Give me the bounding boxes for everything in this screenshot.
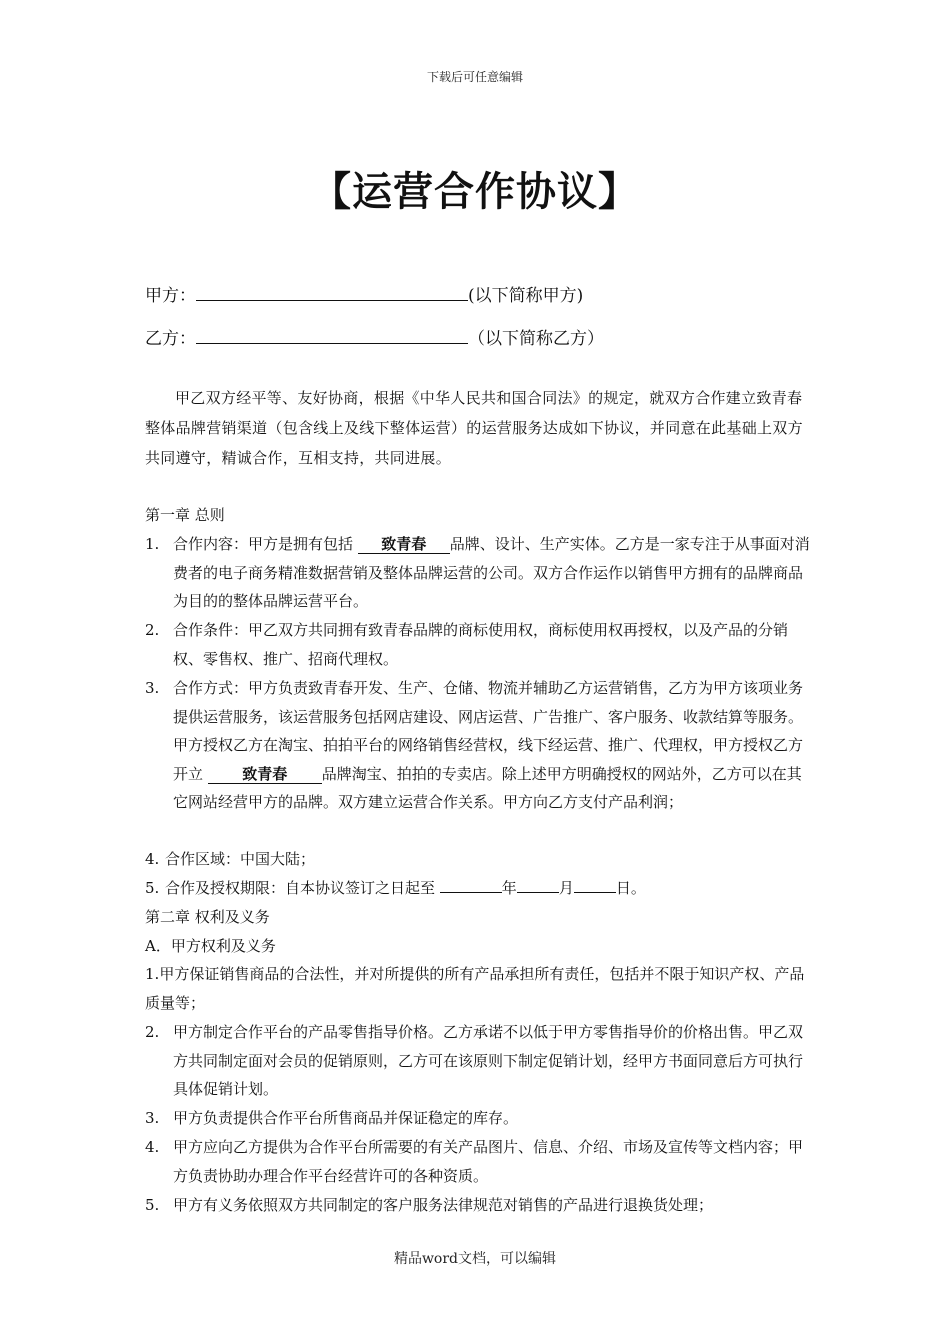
party-a-line <box>145 281 583 306</box>
day-label: 日。 <box>615 879 646 897</box>
document-title: 【运营合作协议】 <box>311 168 639 215</box>
item-text: 甲方有义务依照双方共同制定的客户服务法律规范对销售的产品进行退换货处理； <box>173 1196 714 1214</box>
chapter2-item-1 <box>145 960 810 1017</box>
chapter1-item-3 <box>145 674 810 817</box>
chapter1-item-1 <box>145 530 810 616</box>
intro-paragraph: 甲乙双方经平等、友好协商，根据《中华人民共和国合同法》的规定，就双方合作建立致青春整体品牌营销渠道（包含线上及线下整体运营）的运营服务达成如下协议，并同意在此基础上双方共同遵守，精诚合作，互相支持，共同进展。 <box>145 389 803 467</box>
item-number: 2. <box>145 1023 160 1041</box>
month-blank <box>517 876 559 893</box>
party-a-label: 甲方： <box>145 286 196 306</box>
month-label: 月 <box>558 879 574 897</box>
day-blank <box>574 876 616 893</box>
year-blank <box>440 876 502 893</box>
party-a-suffix: (以下简称甲方) <box>468 286 584 306</box>
item-number: 1. <box>145 535 160 553</box>
item-text: 品牌淘宝、拍拍的专卖店。除上述甲方明确授权的网站外，乙方可以在其它网站经营甲方的品牌。双方建立运营合作关系。甲方向乙方支付产品利润； <box>173 764 802 811</box>
item-number: 3. <box>145 1109 160 1127</box>
item-number: 1. <box>145 965 160 983</box>
party-b-blank <box>196 327 468 344</box>
chapter1-heading: 第一章 总则 <box>145 506 225 524</box>
chapter2-item-3 <box>145 1104 810 1133</box>
item-text: 合作及授权期限：自本协议签订之日起至 <box>165 879 436 897</box>
item-text: 合作内容：甲方是拥有包括 <box>173 535 354 553</box>
chapter2-heading: 第二章 权利及义务 <box>145 908 270 926</box>
page-footer: 精品word文档，可以编辑 <box>393 1251 557 1267</box>
item-text: 合作方式：甲方负责致青春开发、生产、仓储、物流并辅助乙方运营销售，乙方为甲方该项业务提供运营服务，该运营服务包括网店建设、网店运营、广告推广、客户服务、收款结算等服务。甲方授权乙方在淘宝、拍拍平台的网络销售经营权，线下经运营、推广、代理权，甲方授权乙方开立 <box>173 679 804 783</box>
item-text: 甲方应向乙方提供为合作平台所需要的有关产品图片、信息、介绍、市场及宣传等文档内容；甲方负责协助办理合作平台经营许可的各种资质。 <box>173 1138 804 1185</box>
item-number: 4. <box>145 1138 160 1156</box>
item-number: 4. <box>145 850 160 868</box>
year-label: 年 <box>501 879 517 897</box>
chapter1-item-5 <box>145 874 810 903</box>
party-a-blank <box>196 284 468 301</box>
party-b-suffix: （以下简称乙方） <box>468 329 604 349</box>
item-number: 2. <box>145 621 160 639</box>
party-b-label: 乙方： <box>145 329 196 349</box>
chapter2-item-5 <box>145 1191 810 1220</box>
item-text: 合作条件：甲乙双方共同拥有致青春品牌的商标使用权，商标使用权再授权，以及产品的分销权、零售权、推广、招商代理权。 <box>173 621 789 668</box>
page-header: 下载后可任意编辑 <box>426 70 523 84</box>
item-text: 品牌、设计、生产实体。乙方是一家专注于从事面对消费者的电子商务精准数据营销及整体品牌运营的公司。双方合作运作以销售甲方拥有的品牌商品为目的的整体品牌运营平台。 <box>173 535 810 610</box>
chapter2-item-4 <box>145 1133 810 1190</box>
chapter2-section-a: A．甲方权利及义务 <box>145 937 276 955</box>
item-text: 甲方制定合作平台的产品零售指导价格。乙方承诺不以低于甲方零售指导价的价格出售。甲乙双方共同制定面对会员的促销原则，乙方可在该原则下制定促销计划，经甲方书面同意后方可执行具体促销计划。 <box>173 1023 804 1098</box>
item-text: 合作区域：中国大陆； <box>165 850 316 868</box>
chapter1-item-2 <box>145 616 810 673</box>
brand-fill: 致青春 <box>358 535 450 554</box>
party-b-line <box>145 324 604 349</box>
item-number: 3. <box>145 679 160 697</box>
brand-fill: 致青春 <box>208 765 322 784</box>
item-text: 甲方负责提供合作平台所售商品并保证稳定的库存。 <box>173 1109 519 1127</box>
item-text: 甲方保证销售商品的合法性，并对所提供的所有产品承担所有责任，包括并不限于知识产权、产品质量等； <box>145 965 805 1012</box>
item-number: 5. <box>145 879 160 897</box>
chapter1-item-4 <box>145 845 810 874</box>
chapter2-item-2 <box>145 1018 810 1104</box>
item-number: 5. <box>145 1196 160 1214</box>
